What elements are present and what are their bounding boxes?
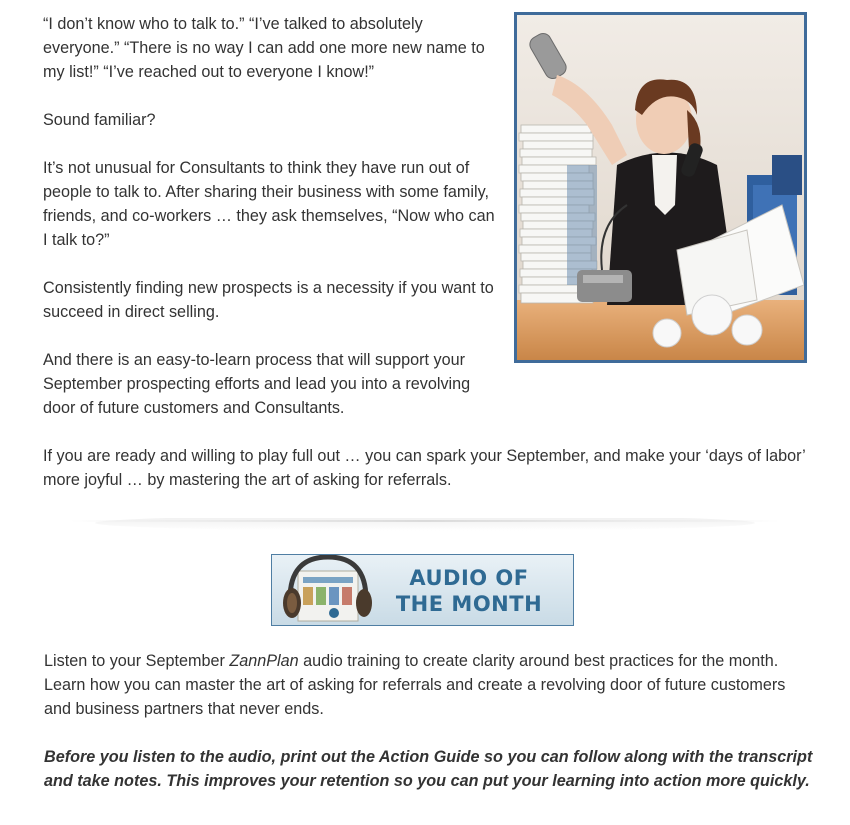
audio-description	[44, 649, 814, 721]
intro-paragraph-prospects: Consistently finding new prospects is a necessity if you want to succeed in direct selling.	[43, 279, 494, 321]
action-guide-tip: Before you listen to the audio, print out the Action Guide so you can follow along with the transcript and take notes. This improves your retention so you can put your learning into action more quickly.	[44, 748, 813, 790]
banner-line-2: THE MONTH	[395, 592, 543, 616]
intro-paragraph-referrals: If you are ready and willing to play full out … you can spark your September, and make your ‘days of labor’ more joyful … by mastering the art of asking for referrals.	[43, 447, 806, 489]
intro-paragraph-process: And there is an easy-to-learn process that will support your September prospecting efforts and lead you into a revolving door of future customers and Consultants.	[43, 351, 471, 417]
intro-paragraph-consultants: It’s not unusual for Consultants to think they have run out of people to talk to. After sharing their business with some family, friends, and co-workers … they ask themselves, “Now who can I talk to?”	[43, 159, 495, 249]
audio-description-rest: audio training to create clarity around best practices for the month. Learn how you can master the art of asking for referrals and create a revolving door of future customers and business partners that never ends.	[44, 652, 786, 718]
stressed-consultant-photo	[514, 12, 807, 363]
audio-description-lead: Listen to your September	[44, 652, 230, 670]
banner-title	[384, 565, 554, 617]
intro-paragraph-quotes: “I don’t know who to talk to.” “I’ve talked to absolutely everyone.” “There is no way I can add one more new name to my list!” “I’ve reached out to everyone I know!”	[43, 15, 485, 81]
audio-of-the-month-banner[interactable]	[271, 554, 574, 626]
headphones-cd-icon	[276, 554, 382, 626]
banner-line-1: AUDIO OF	[409, 566, 529, 590]
section-divider	[70, 518, 780, 536]
intro-paragraph-question: Sound familiar?	[43, 111, 156, 129]
product-name: ZannPlan	[229, 652, 299, 670]
